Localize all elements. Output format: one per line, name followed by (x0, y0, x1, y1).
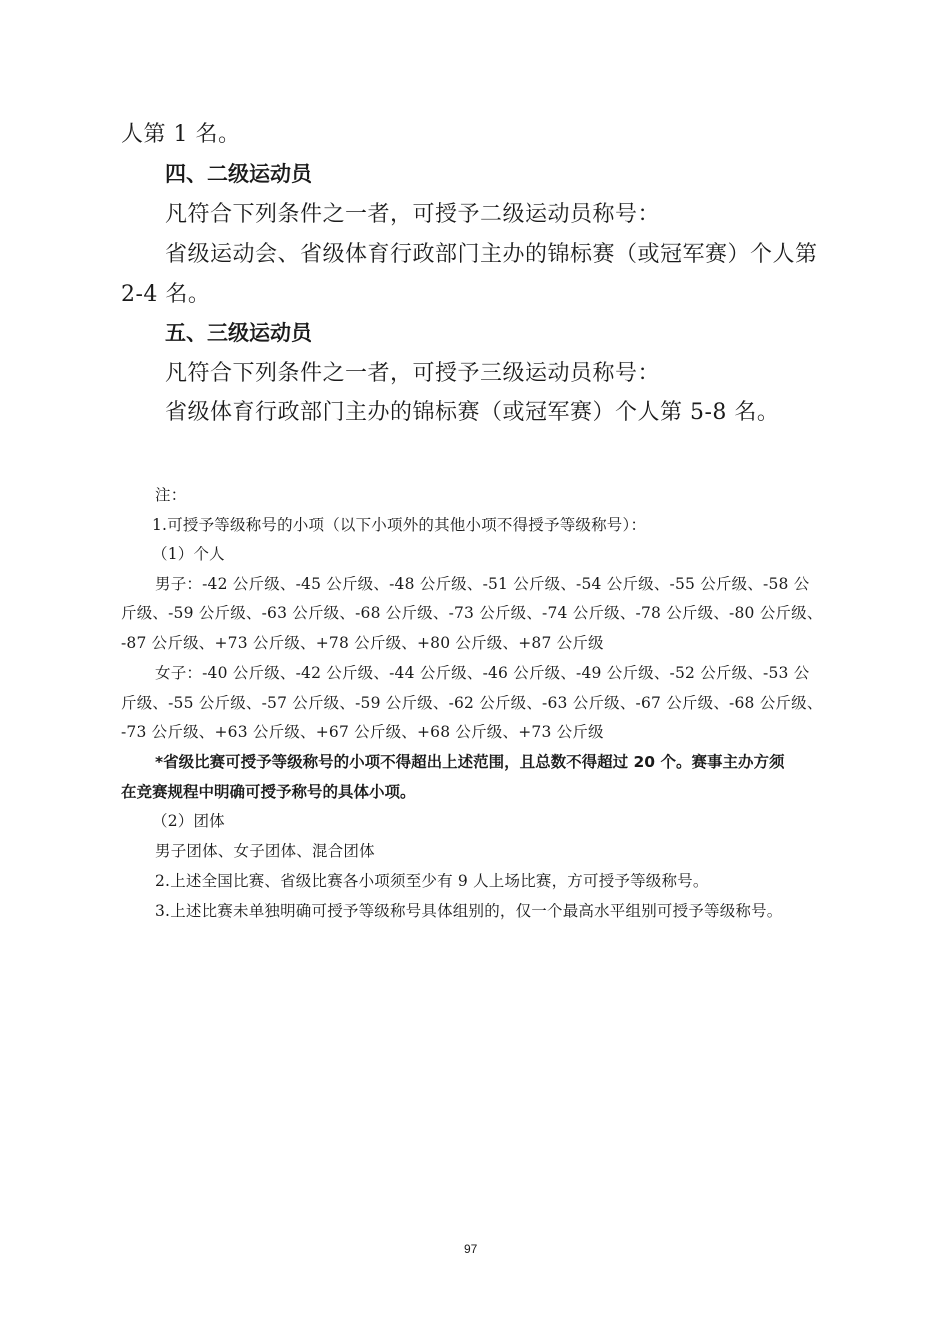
bold-restriction-line2: 在竞赛规程中明确可授予称号的具体小项。 (121, 783, 416, 801)
note-item-3: 3.上述比赛未单独明确可授予等级称号具体组别的，仅一个最高水平组别可授予等级称号。 (155, 902, 783, 920)
section4-condition: 凡符合下列条件之一者，可授予二级运动员称号： (165, 202, 661, 227)
bold-restriction-line1: *省级比赛可授予等级称号的小项不得超出上述范围，且总数不得超过 20 个。赛事主办方须 (155, 753, 785, 771)
women-categories-line2: 斤级、-55 公斤级、-57 公斤级、-59 公斤级、-62 公斤级、-63 公斤级、-67 公斤级、-68 公斤级、 (121, 694, 823, 712)
section-heading-level2: 四、二级运动员 (165, 162, 312, 186)
paragraph-continuation: 人第 1 名。 (121, 122, 241, 147)
section-heading-level3: 五、三级运动员 (165, 321, 312, 345)
team-items: 男子团体、女子团体、混合团体 (155, 842, 375, 860)
women-categories-line1: 女子：-40 公斤级、-42 公斤级、-44 公斤级、-46 公斤级、-49 公斤级、-52 公斤级、-53 公 (155, 664, 810, 682)
individual-label: （1）个人 (152, 545, 225, 563)
men-categories-line2: 斤级、-59 公斤级、-63 公斤级、-68 公斤级、-73 公斤级、-74 公斤级、-78 公斤级、-80 公斤级、 (121, 604, 823, 622)
men-categories-line1: 男子：-42 公斤级、-45 公斤级、-48 公斤级、-51 公斤级、-54 公斤级、-55 公斤级、-58 公 (155, 575, 810, 593)
note-item-1: 1.可授予等级称号的小项（以下小项外的其他小项不得授予等级称号）： (152, 516, 647, 534)
men-categories-line3: -87 公斤级、+73 公斤级、+78 公斤级、+80 公斤级、+87 公斤级 (121, 634, 604, 652)
notes-label: 注： (155, 486, 187, 504)
section5-item: 省级体育行政部门主办的锦标赛（或冠军赛）个人第 5-8 名。 (165, 400, 780, 425)
page-number: 97 (464, 1242, 478, 1256)
section4-item-line1: 省级运动会、省级体育行政部门主办的锦标赛（或冠军赛）个人第 (165, 242, 818, 267)
team-label: （2）团体 (152, 812, 225, 830)
women-categories-line3: -73 公斤级、+63 公斤级、+67 公斤级、+68 公斤级、+73 公斤级 (121, 723, 604, 741)
section4-item-line2: 2-4 名。 (121, 282, 211, 307)
note-item-2: 2.上述全国比赛、省级比赛各小项须至少有 9 人上场比赛，方可授予等级称号。 (155, 872, 709, 890)
section5-condition: 凡符合下列条件之一者，可授予三级运动员称号： (165, 361, 661, 386)
